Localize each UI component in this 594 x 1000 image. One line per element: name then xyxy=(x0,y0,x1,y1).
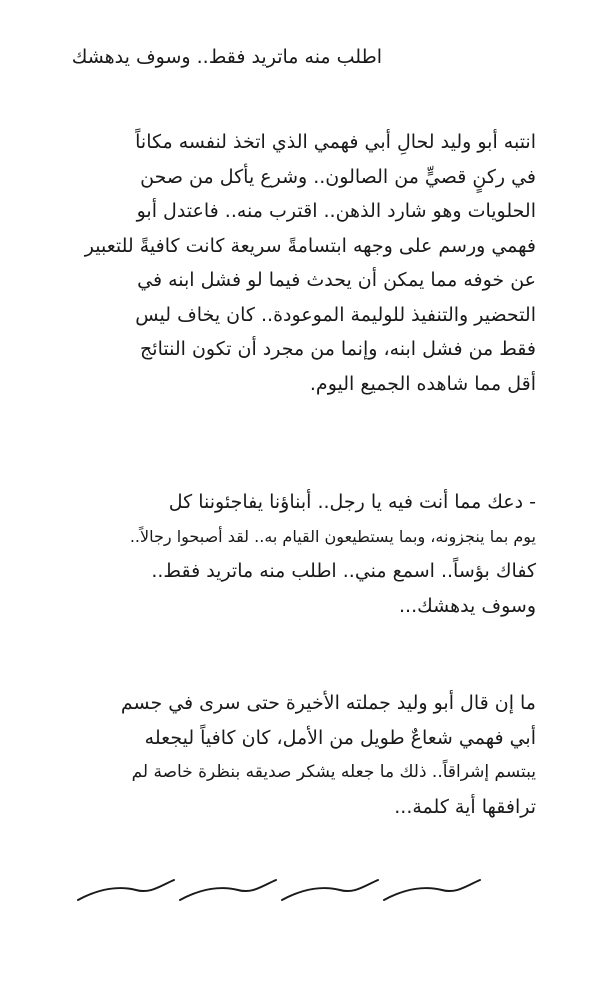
text-line: في ركنٍ قصيٍّ من الصالون.. وشرع يأكل من صحن xyxy=(140,165,536,188)
paragraph-1 xyxy=(62,125,536,401)
text-line: وسوف يدهشك... xyxy=(398,594,536,617)
text-line: أقل مما شاهده الجميع اليوم. xyxy=(309,372,536,395)
text-line: ترافقها أية كلمة... xyxy=(394,795,536,818)
text-line: عن خوفه مما يمكن أن يحدث فيما لو فشل ابنه في xyxy=(137,269,536,291)
text-line: الحلويات وهو شارد الذهن.. اقترب منه.. فاعتدل أبو xyxy=(136,200,536,222)
text-line: أبي فهمي شعاعٌ طويل من الأمل، كان كافياً ليجعله xyxy=(144,726,536,749)
text-line: فقط من فشل ابنه، وإنما من مجرد أن تكون النتائج xyxy=(140,338,536,360)
text-line: كفاك بؤساً.. اسمع مني.. اطلب منه ماتريد فقط.. xyxy=(151,560,536,582)
text-line: فهمي ورسم على وجهه ابتسامةً سريعة كانت كافيةً للتعبير xyxy=(84,234,536,257)
paragraph-2 xyxy=(62,485,536,623)
text-line: التحضير والتنفيذ للوليمة الموعودة.. كان يخاف ليس xyxy=(135,303,536,326)
text-line: انتبه أبو وليد لحالِ أبي فهمي الذي اتخذ لنفسه مكاناً xyxy=(135,131,536,153)
wave-divider-icon xyxy=(74,872,488,912)
chapter-heading: اطلب منه ماتريد فقط.. وسوف يدهشك xyxy=(71,46,382,68)
text-line: - دعك مما أنت فيه يا رجل.. أبناؤنا يفاجئوننا كل xyxy=(168,491,536,513)
text-line: ما إن قال أبو وليد جملته الأخيرة حتى سرى في جسم xyxy=(120,692,536,714)
text-line: يبتسم إشراقاً.. ذلك ما جعله يشكر صديقه بنظرة خاصة لم xyxy=(131,762,536,782)
text-line: يوم بما ينجزونه، وبما يستطيعون القيام به.. لقد أصبحوا رجالاً.. xyxy=(129,526,536,546)
paragraph-3 xyxy=(62,686,536,824)
